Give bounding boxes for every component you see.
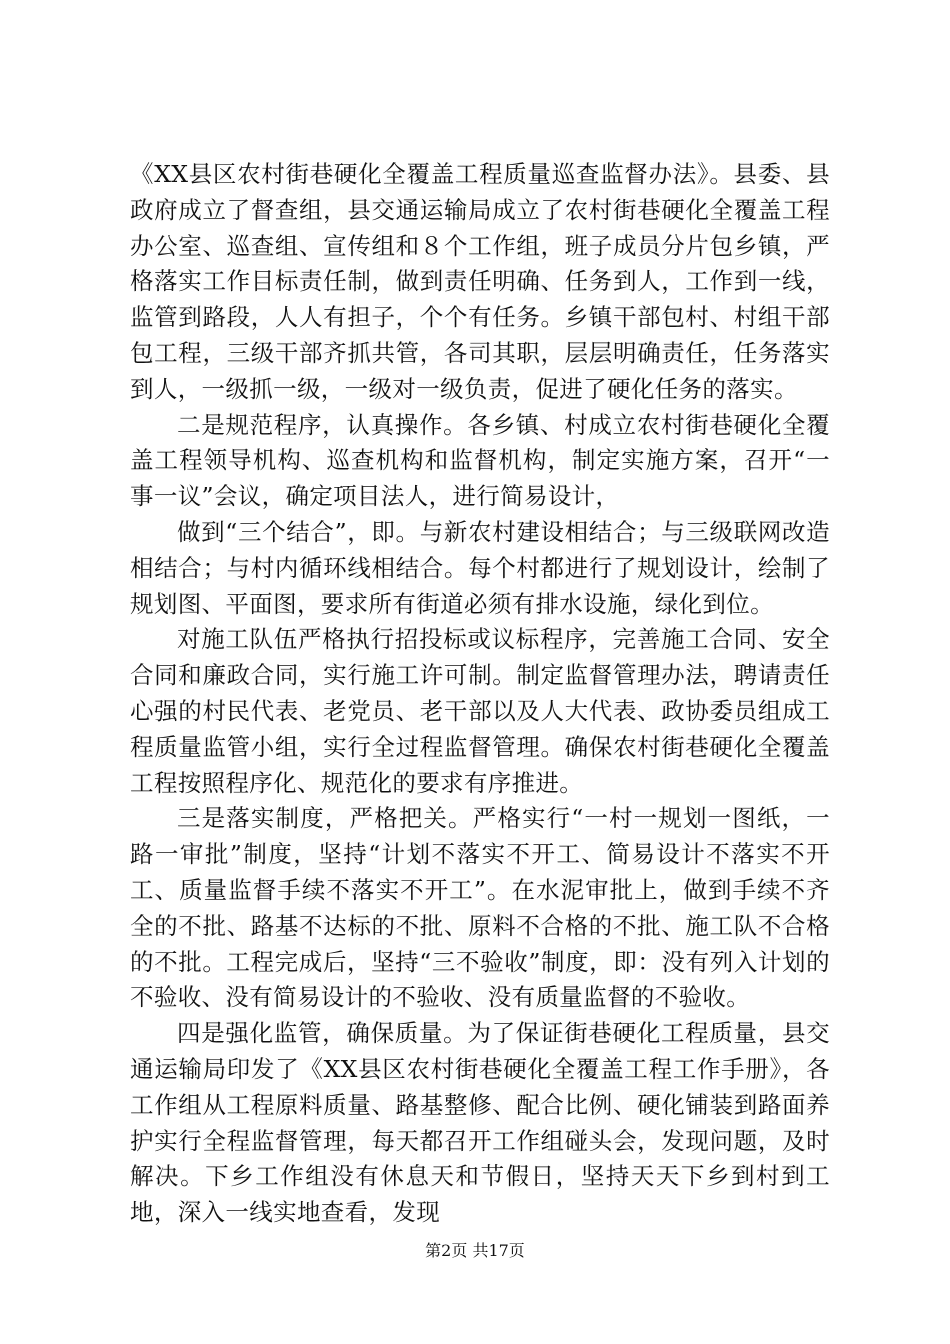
- paragraph-standardize-procedures: 二是规范程序，认真操作。各乡镇、村成立农村街巷硬化全覆盖工程领导机构、巡查机构和监督机构，制定实施方案，召开“一事一议”会议，确定项目法人，进行简易设计，: [130, 410, 830, 511]
- paragraph-strengthen-supervision: 四是强化监管，确保质量。为了保证街巷硬化工程质量，县交通运输局印发了《XX县区农村街巷硬化全覆盖工程工作手册》，各工作组从工程原料质量、路基整修、配合比例、硬化铺装到路面养护实行全程监督管理，每天都召开工作组碰头会，发现问题，及时解决。下乡工作组没有休息天和节假日，坚持天天下乡到村到工地，深入一线实地查看，发现: [130, 1019, 830, 1227]
- paragraph-continuation: 《XX县区农村街巷硬化全覆盖工程质量巡查监督办法》。县委、县政府成立了督查组，县交通运输局成立了农村街巷硬化全覆盖工程办公室、巡查组、宣传组和８个工作组，班子成员分片包乡镇，严格落实工作目标责任制，做到责任明确、任务到人，工作到一线，监管到路段，人人有担子，个个有任务。乡镇干部包村、村组干部包工程，三级干部齐抓共管，各司其职，层层明确责任，任务落实到人，一级抓一级，一级对一级负责，促进了硬化任务的落实。: [130, 160, 830, 403]
- paragraph-implement-system: 三是落实制度，严格把关。严格实行“一村一规划一图纸，一路一审批”制度，坚持“计划不落实不开工、简易设计不落实不开工、质量监督手续不落实不开工”。在水泥审批上，做到手续不齐全的不批、路基不达标的不批、原料不合格的不批、施工队不合格的不批。工程完成后，坚持“三不验收”制度，即：没有列入计划的不验收、没有简易设计的不验收、没有质量监督的不验收。: [130, 804, 830, 1012]
- document-body: [130, 157, 830, 1231]
- paragraph-construction-teams: 对施工队伍严格执行招投标或议标程序，完善施工合同、安全合同和廉政合同，实行施工许可制。制定监督管理办法，聘请责任心强的村民代表、老党员、老干部以及人大代表、政协委员组成工程质量监管小组，实行全过程监督管理。确保农村街巷硬化全覆盖工程按照程序化、规范化的要求有序推进。: [130, 625, 830, 797]
- page-number-footer: 第2页 共17页: [425, 1241, 525, 1260]
- paragraph-three-combinations: 做到“三个结合”，即。与新农村建设相结合；与三级联网改造相结合；与村内循环线相结合。每个村都进行了规划设计，绘制了规划图、平面图，要求所有街道必须有排水设施，绿化到位。: [130, 517, 830, 618]
